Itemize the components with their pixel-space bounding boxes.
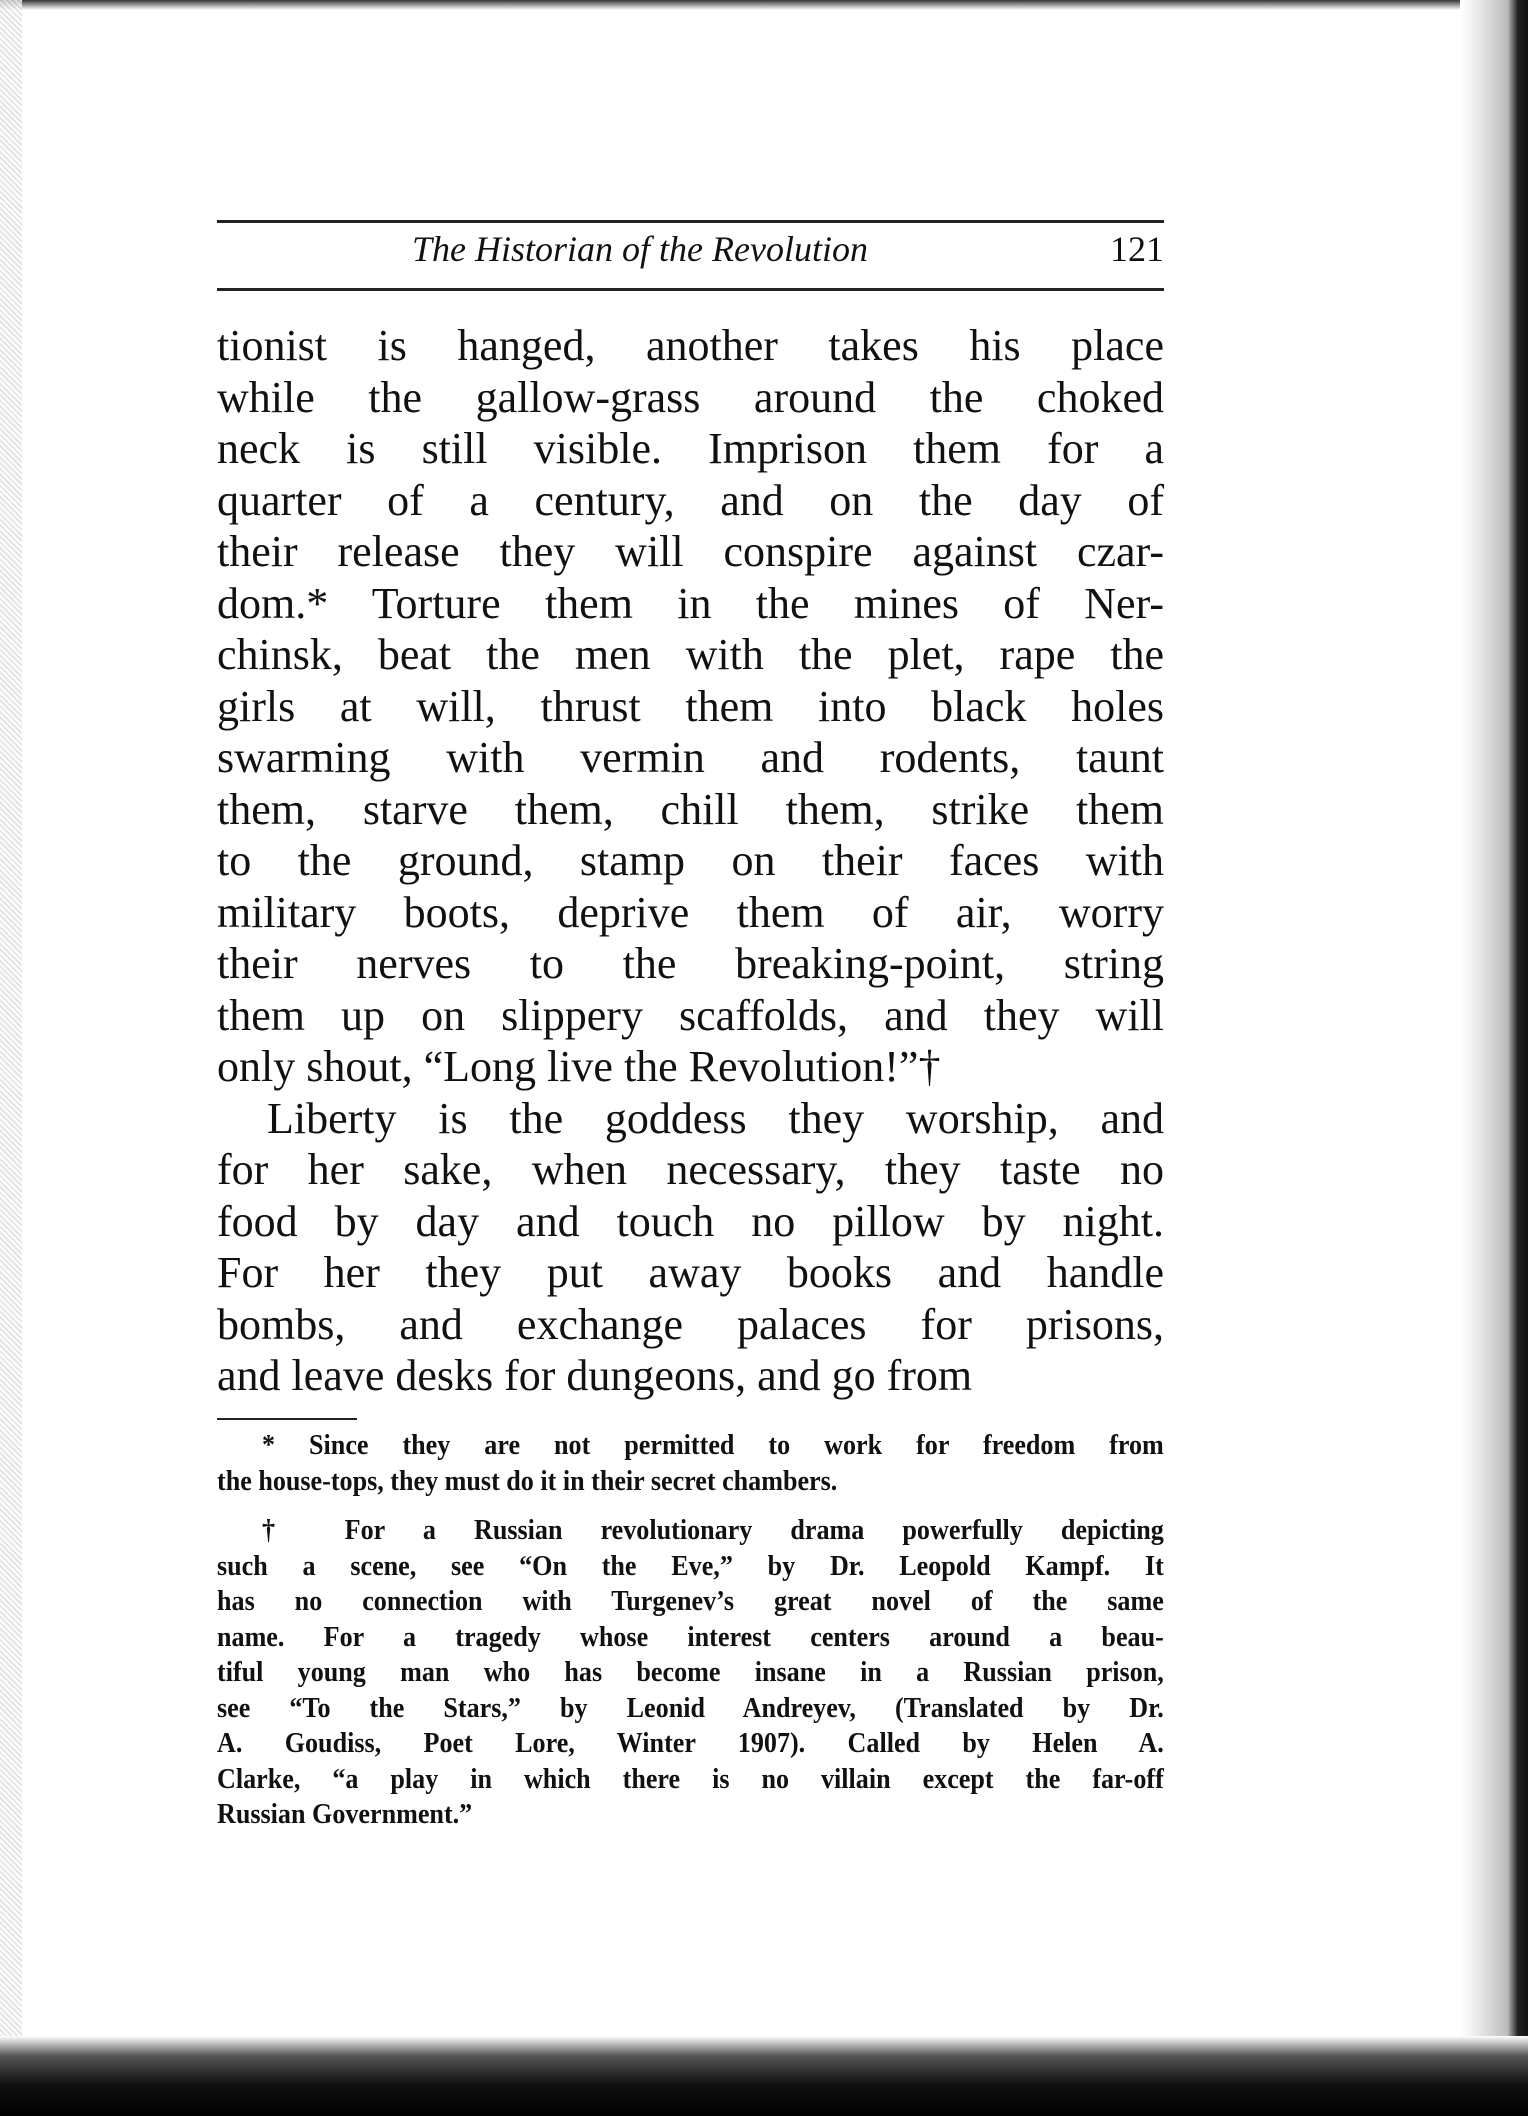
body-line: while the gallow-grass around the choked xyxy=(217,372,1164,422)
body-line: neck is still visible. Imprison them for a xyxy=(217,424,1164,473)
running-title: The Historian of the Revolution xyxy=(412,229,868,269)
footnote xyxy=(217,1513,1164,1833)
footnote-line: name. For a tragedy whose interest centers around a beau- xyxy=(217,1620,1164,1653)
body-line: to the ground, stamp on their faces with xyxy=(217,836,1164,885)
footnote-line: see “To the Stars,” by Leonid Andreyev, (Translated by Dr. xyxy=(217,1691,1164,1724)
scan-edge-bottom xyxy=(0,2036,1528,2116)
header-top-rule xyxy=(217,220,1164,223)
footnote xyxy=(217,1428,1164,1499)
footnote-line: Russian Government.” xyxy=(217,1798,473,1830)
body-line: for her sake, when necessary, they taste no xyxy=(217,1145,1164,1194)
scan-edge-top xyxy=(0,0,1528,10)
running-header xyxy=(217,228,1164,278)
footnote-line: the house-tops, they must do it in their secret chambers. xyxy=(217,1464,838,1497)
footnote-line: † For a Russian revolutionary drama powerfully depicting xyxy=(262,1514,1164,1546)
scan-edge-right xyxy=(1460,0,1528,2116)
footnote-line: Clarke, “a play in which there is no villain except the far-off xyxy=(217,1762,1164,1795)
footnote-line: has no connection with Turgenev’s great novel of the same xyxy=(217,1585,1164,1617)
footnote-line: * Since they are not permitted to work for freedom from xyxy=(262,1429,1164,1461)
body-line: girls at will, thrust them into black holes xyxy=(217,681,1164,731)
footnote-line: tiful young man who has become insane in a Russian prison, xyxy=(217,1656,1164,1688)
body-line: tionist is hanged, another takes his place xyxy=(217,321,1164,370)
header-bottom-rule xyxy=(217,288,1164,291)
body-line: bombs, and exchange palaces for prisons, xyxy=(217,1299,1164,1349)
body-line: their nerves to the breaking-point, string xyxy=(217,939,1164,988)
body-line: quarter of a century, and on the day of xyxy=(217,475,1164,525)
body-line: only shout, “Long live the Revolution!”† xyxy=(217,1042,941,1091)
body-line: Liberty is the goddess they worship, and xyxy=(267,1093,1164,1143)
body-line: their release they will conspire against czar- xyxy=(217,527,1164,576)
footnote-line: such a scene, see “On the Eve,” by Dr. Leopold Kampf. It xyxy=(217,1549,1164,1582)
body-line: and leave desks for dungeons, and go from xyxy=(217,1351,973,1400)
body-line: swarming with vermin and rodents, taunt xyxy=(217,733,1164,782)
body-text xyxy=(217,320,1164,1402)
body-line: them up on slippery scaffolds, and they will xyxy=(217,990,1164,1040)
footnote-line: A. Goudiss, Poet Lore, Winter 1907). Called by Helen A. xyxy=(217,1727,1164,1759)
body-line: chinsk, beat the men with the plet, rape the xyxy=(217,630,1164,679)
body-line: dom.* Torture them in the mines of Ner- xyxy=(217,578,1164,628)
footnote-rule xyxy=(217,1418,357,1420)
body-line: military boots, deprive them of air, worry xyxy=(217,887,1164,937)
body-line: For her they put away books and handle xyxy=(217,1248,1164,1297)
scan-edge-left xyxy=(0,0,22,2116)
body-line: food by day and touch no pillow by night. xyxy=(217,1196,1164,1246)
footnotes xyxy=(217,1428,1164,1847)
body-line: them, starve them, chill them, strike them xyxy=(217,784,1164,834)
page-number: 121 xyxy=(1110,229,1164,269)
